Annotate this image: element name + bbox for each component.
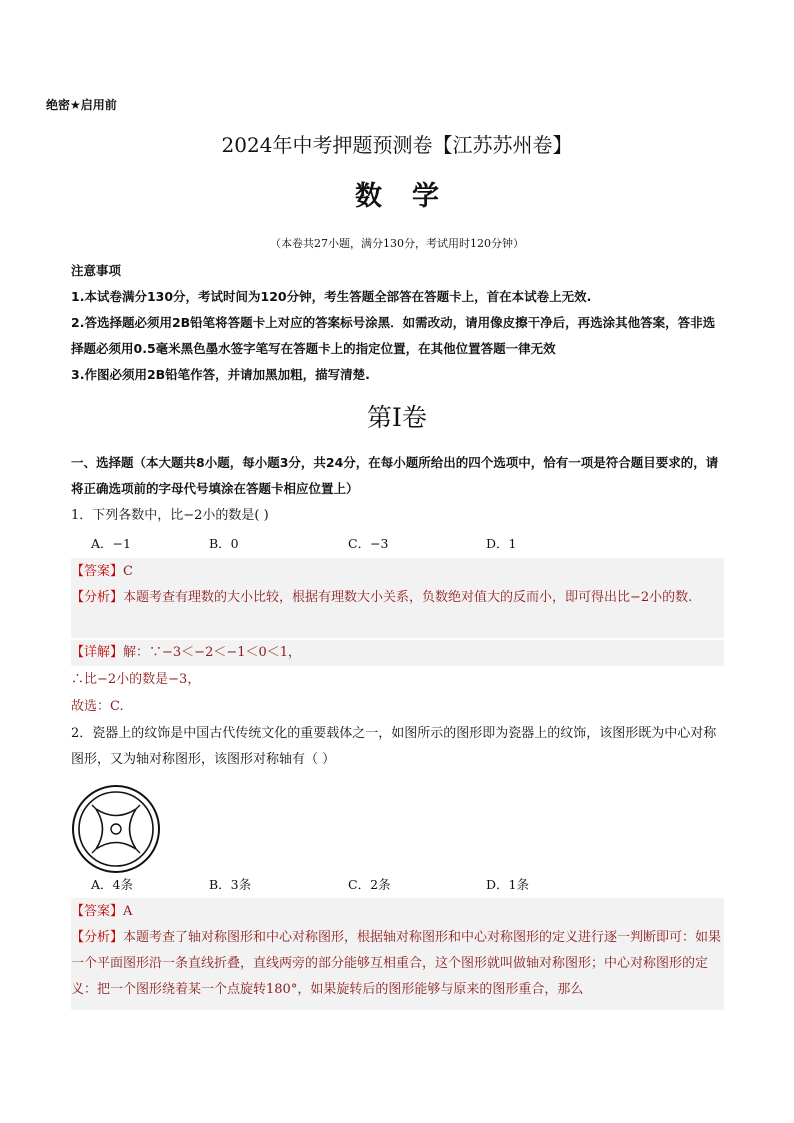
subject-title: 数学 bbox=[355, 181, 469, 212]
section-heading: 一、选择题（本大题共8小题，每小题3分，共24分，在每小题所给出的四个选项中，恰有一项是符合题目要求的，请将正确选项前的字母代号填涂在答题卡相应位置上） bbox=[71, 455, 719, 496]
exam-meta: （本卷共27小题，满分130分，考试用时120分钟） bbox=[270, 237, 524, 250]
q1-answer-line bbox=[71, 559, 724, 585]
q1-detail-block bbox=[71, 640, 724, 666]
exam-title: 2024年中考押题预测卷【江苏苏州卷】 bbox=[221, 133, 573, 157]
notice-item-1: 1.本试卷满分130分，考试时间为120分钟，考生答题全部答在答题卡上，首在本试卷上无效. bbox=[71, 289, 592, 304]
q2-answer-tag: 【答案】 bbox=[71, 904, 124, 919]
q2-answer-block bbox=[71, 898, 724, 1010]
notice-heading: 注意事项 bbox=[71, 263, 122, 278]
notice-item-3: 3.作图必须用2B铅笔作答，并请加黑加粗，描写清楚. bbox=[71, 367, 370, 382]
q1-option-a: A．−1 bbox=[91, 536, 131, 551]
q1-step-3: 故选：C. bbox=[71, 699, 124, 714]
q1-answer: C bbox=[123, 564, 133, 579]
q1-analysis-line bbox=[71, 585, 724, 611]
volume-title: 第Ⅰ卷 bbox=[367, 403, 427, 432]
q2-option-b: B．3条 bbox=[209, 877, 252, 892]
q2-analysis-tag: 【分析】 bbox=[71, 930, 124, 945]
q2-option-d: D．1条 bbox=[486, 877, 529, 892]
q2-option-c: C．2条 bbox=[348, 877, 391, 892]
q1-answer-tag: 【答案】 bbox=[71, 564, 124, 579]
confidential-label: 绝密★启用前 bbox=[46, 98, 117, 112]
q2-analysis-line bbox=[71, 925, 724, 1003]
q1-detail-tag: 【详解】 bbox=[71, 645, 124, 660]
q2-answer-line bbox=[71, 899, 724, 925]
q1-analysis-tag: 【分析】 bbox=[71, 590, 124, 605]
q1-option-b: B．0 bbox=[209, 536, 239, 551]
q1-stem: 1．下列各数中，比−2小的数是( ) bbox=[71, 508, 269, 523]
q1-options bbox=[91, 534, 691, 554]
q1-option-d: D．1 bbox=[486, 536, 517, 551]
q1-detail-line bbox=[71, 640, 724, 666]
q1-analysis: 本题考查有理数的大小比较，根据有理数大小关系，负数绝对值大的反而小，即可得出比−2小的数. bbox=[123, 590, 693, 605]
q2-option-a: A．4条 bbox=[91, 877, 133, 892]
q1-detail: 解：∵−3＜−2＜−1＜0＜1， bbox=[123, 645, 302, 660]
q2-analysis: 本题考查了轴对称图形和中心对称图形，根据轴对称图形和中心对称图形的定义进行逐一判断即可：如果一个平面图形沿一条直线折叠，直线两旁的部分能够互相重合，这个图形就叫做轴对称图形；中心对称图形的定义：把一个图形绕着某一个点旋转180°，如果旋转后的图形能够与原来的图形重合，那么 bbox=[71, 930, 722, 997]
q2-stem: 2．瓷器上的纹饰是中国古代传统文化的重要载体之一，如图所示的图形即为瓷器上的纹饰，该图形既为中心对称图形，又为轴对称图形，该图形对称轴有（ ） bbox=[71, 726, 717, 767]
q2-options bbox=[91, 875, 691, 895]
notice-item-2: 2.答选择题必须用2B铅笔将答题卡上对应的答案标号涂黑．如需改动，请用像皮擦干净后，再选涂其他答案，答非选择题必须用0.5毫米黑色墨水签字笔写在答题卡上的指定位置，在其他位置答题一律无效 bbox=[71, 315, 716, 356]
q1-option-c: C．−3 bbox=[348, 536, 389, 551]
q1-answer-block bbox=[71, 558, 724, 638]
q2-answer: A bbox=[123, 904, 133, 919]
porcelain-pattern-figure bbox=[71, 784, 161, 874]
q1-step-2: ∴比−2小的数是−3， bbox=[71, 672, 201, 687]
